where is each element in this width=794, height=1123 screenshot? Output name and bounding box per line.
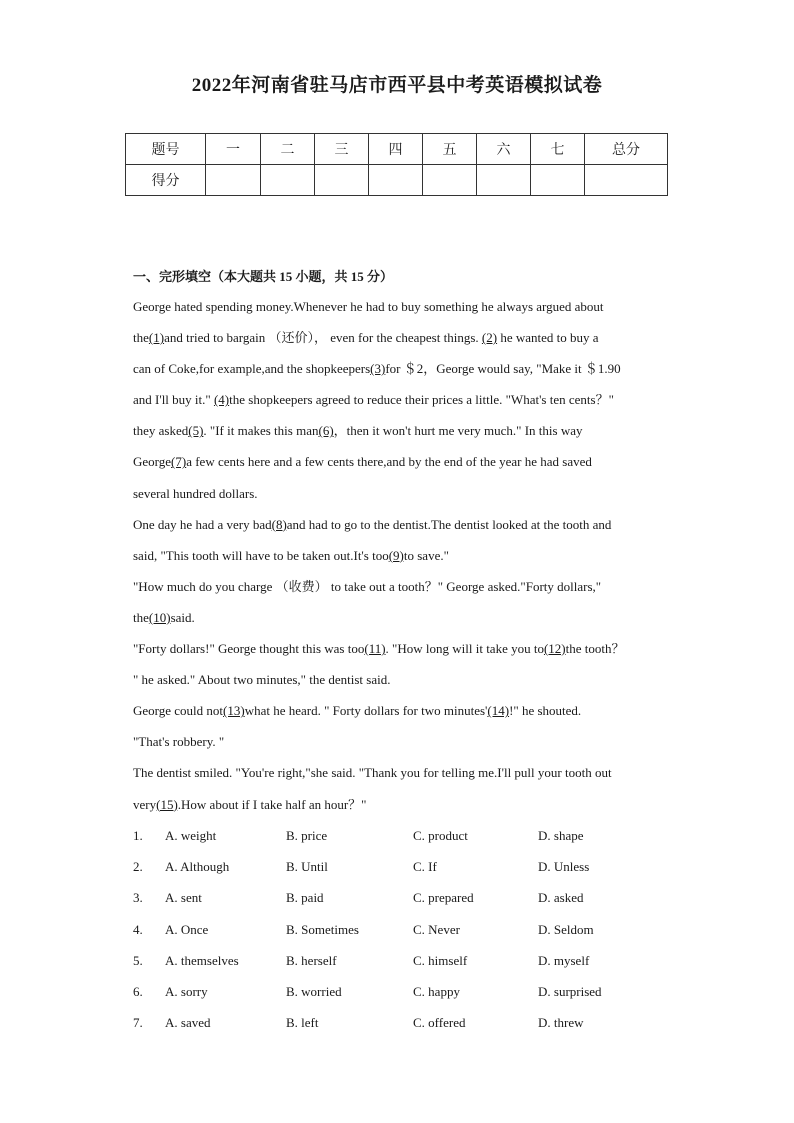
option-d[interactable]: D. Unless: [538, 859, 590, 875]
question-row: [133, 884, 678, 915]
passage-text: George: [133, 454, 172, 470]
option-c[interactable]: C. product: [413, 828, 468, 843]
score-header-cell: 总分: [585, 134, 668, 165]
passage-line: [133, 291, 678, 322]
passage-text: . "How long will it take you to: [385, 641, 544, 657]
question-row: [133, 916, 678, 947]
cloze-blank: (2): [481, 330, 498, 346]
score-header-cell: 一: [206, 134, 261, 165]
question-number: 1.: [133, 828, 143, 843]
passage-line: [133, 446, 678, 477]
option-c[interactable]: C. prepared: [413, 890, 474, 906]
passage-line: [133, 757, 678, 788]
passage-text: George could not: [133, 703, 224, 719]
passage-line: [133, 664, 678, 695]
score-input-cell[interactable]: [423, 165, 477, 196]
option-a[interactable]: A. sent: [165, 890, 202, 906]
passage-text: they asked: [133, 423, 189, 439]
option-b[interactable]: B. Until: [286, 859, 328, 875]
question-row: [133, 978, 678, 1009]
score-table: [125, 133, 668, 196]
score-header-cell: 七: [531, 134, 585, 165]
passage-text: the: [133, 609, 149, 625]
passage-line: [133, 353, 678, 384]
score-input-cell[interactable]: [369, 165, 423, 196]
option-b[interactable]: B. paid: [286, 890, 324, 906]
option-a[interactable]: A. weight: [165, 828, 217, 843]
cloze-blank: (6): [318, 423, 334, 439]
passage-text: what he heard. " Forty dollars for two minutes': [244, 703, 488, 719]
option-b[interactable]: B. Sometimes: [286, 921, 359, 937]
passage-text: said.: [170, 609, 195, 625]
question-number: 5.: [133, 952, 143, 968]
passage-text: .How about if I take half an hour？": [177, 796, 367, 812]
passage-text: "That's robbery. ": [133, 734, 225, 750]
question-row: [133, 853, 678, 884]
cloze-blank: (11): [364, 641, 386, 657]
question-row: [133, 947, 678, 978]
section-heading: 一、完形填空（本大题共 15 小题，共 15 分）: [133, 269, 394, 284]
option-c[interactable]: C. himself: [413, 952, 468, 968]
question-row: [133, 1009, 678, 1040]
passage-line: [133, 322, 678, 353]
option-d[interactable]: D. asked: [538, 890, 584, 906]
score-header-cell: 六: [477, 134, 531, 165]
cloze-blank: (1): [148, 330, 165, 346]
passage-text: One day he had a very bad: [133, 516, 272, 532]
score-table-score-row: [126, 165, 668, 196]
question-number: 3.: [133, 890, 143, 906]
option-a[interactable]: A. saved: [165, 1015, 211, 1031]
score-header-cell: 五: [423, 134, 477, 165]
cloze-blank: (13): [223, 703, 245, 719]
passage-text: and tried to bargain （还价）， even for the cheapest things.: [164, 330, 482, 346]
score-input-cell[interactable]: [315, 165, 369, 196]
passage-text: can of Coke,for example,and the shopkeepers: [133, 361, 371, 377]
option-d[interactable]: D. shape: [538, 828, 584, 843]
score-input-cell[interactable]: [585, 165, 668, 196]
passage-text: " he asked." About two minutes," the dentist said.: [133, 672, 391, 688]
score-input-cell[interactable]: [477, 165, 531, 196]
passage-text: said, "This tooth will have to be taken out.It's too: [133, 547, 389, 563]
question-number: 6.: [133, 983, 143, 999]
passage-line: [133, 695, 678, 726]
score-header-cell: 三: [315, 134, 369, 165]
passage-text: very: [133, 796, 157, 812]
question-number: 4.: [133, 921, 143, 937]
score-input-cell[interactable]: [206, 165, 261, 196]
cloze-blank: (12): [543, 641, 566, 657]
option-c[interactable]: C. offered: [413, 1015, 466, 1031]
passage-text: !" he shouted.: [509, 703, 582, 719]
score-header-cell: 题号: [126, 134, 206, 165]
passage-line: [133, 571, 678, 602]
cloze-blank: (15): [156, 796, 178, 812]
score-input-cell[interactable]: [531, 165, 585, 196]
passage-line: [133, 384, 678, 415]
passage-text: The dentist smiled. "You're right,"she said. "Thank you for telling me.I'll pull your tooth out: [133, 765, 612, 781]
score-input-cell[interactable]: [261, 165, 315, 196]
option-b[interactable]: B. worried: [286, 983, 342, 999]
option-c[interactable]: C. If: [413, 859, 437, 875]
question-options-list: [133, 822, 678, 1040]
passage-text: the: [133, 330, 149, 346]
passage-text: "Forty dollars!" George thought this was too: [133, 641, 365, 657]
cloze-blank: (14): [487, 703, 510, 719]
passage-text: the tooth？: [565, 641, 625, 657]
passage-line: [133, 509, 678, 540]
passage-text: for ＄2，George would say, "Make it ＄1.90: [385, 361, 621, 377]
passage-text: he wanted to buy a: [497, 330, 599, 346]
passage-line: [133, 726, 678, 757]
option-b[interactable]: B. herself: [286, 952, 337, 968]
passage-text: ，then it won't hurt me very much." In this way: [333, 423, 583, 439]
passage-text: several hundred dollars.: [133, 485, 258, 501]
passage-text: . "If it makes this man: [203, 423, 319, 439]
exam-title: 2022年河南省驻马店市西平县中考英语模拟试卷: [191, 75, 603, 96]
option-d[interactable]: D. threw: [538, 1015, 584, 1031]
option-d[interactable]: D. myself: [538, 952, 590, 968]
cloze-blank: (5): [188, 423, 204, 439]
option-d[interactable]: D. surprised: [538, 983, 602, 999]
score-table-header-row: [126, 134, 668, 165]
passage-line: [133, 789, 678, 820]
question-number: 7.: [133, 1015, 143, 1031]
passage-text: a few cents here and a few cents there,and by the end of the year he had saved: [186, 454, 592, 470]
passage-text: "How much do you charge （收费） to take out a tooth？" George asked."Forty dollars,": [133, 578, 602, 594]
passage-line: [133, 540, 678, 571]
cloze-passage: [133, 291, 678, 820]
cloze-blank: (7): [171, 454, 187, 470]
option-c[interactable]: C. Never: [413, 921, 460, 937]
option-c[interactable]: C. happy: [413, 983, 460, 999]
score-header-cell: 四: [369, 134, 423, 165]
option-a[interactable]: A. Once: [165, 921, 209, 937]
passage-text: and I'll buy it.": [133, 392, 214, 408]
option-d[interactable]: D. Seldom: [538, 921, 594, 937]
cloze-blank: (9): [388, 547, 404, 563]
option-a[interactable]: A. Although: [165, 859, 230, 875]
score-row-label: 得分: [126, 165, 206, 196]
passage-line: [133, 633, 678, 664]
passage-text: and had to go to the dentist.The dentist looked at the tooth and: [286, 516, 612, 532]
option-a[interactable]: A. themselves: [165, 952, 239, 968]
passage-line: [133, 415, 678, 446]
cloze-blank: (4): [213, 392, 230, 408]
passage-text: the shopkeepers agreed to reduce their prices a little. "What's ten cents？": [229, 392, 614, 408]
passage-line: [133, 478, 678, 509]
option-a[interactable]: A. sorry: [165, 983, 208, 999]
score-header-cell: 二: [261, 134, 315, 165]
option-b[interactable]: B. price: [286, 828, 328, 843]
question-row: [133, 822, 678, 853]
passage-text: to save.": [403, 547, 449, 563]
cloze-blank: (8): [271, 516, 287, 532]
question-number: 2.: [133, 859, 143, 875]
passage-text: George hated spending money.Whenever he had to buy something he always argued about: [133, 299, 604, 314]
passage-line: [133, 602, 678, 633]
cloze-blank: (3): [370, 361, 386, 377]
option-b[interactable]: B. left: [286, 1015, 319, 1031]
cloze-blank: (10): [148, 609, 171, 625]
